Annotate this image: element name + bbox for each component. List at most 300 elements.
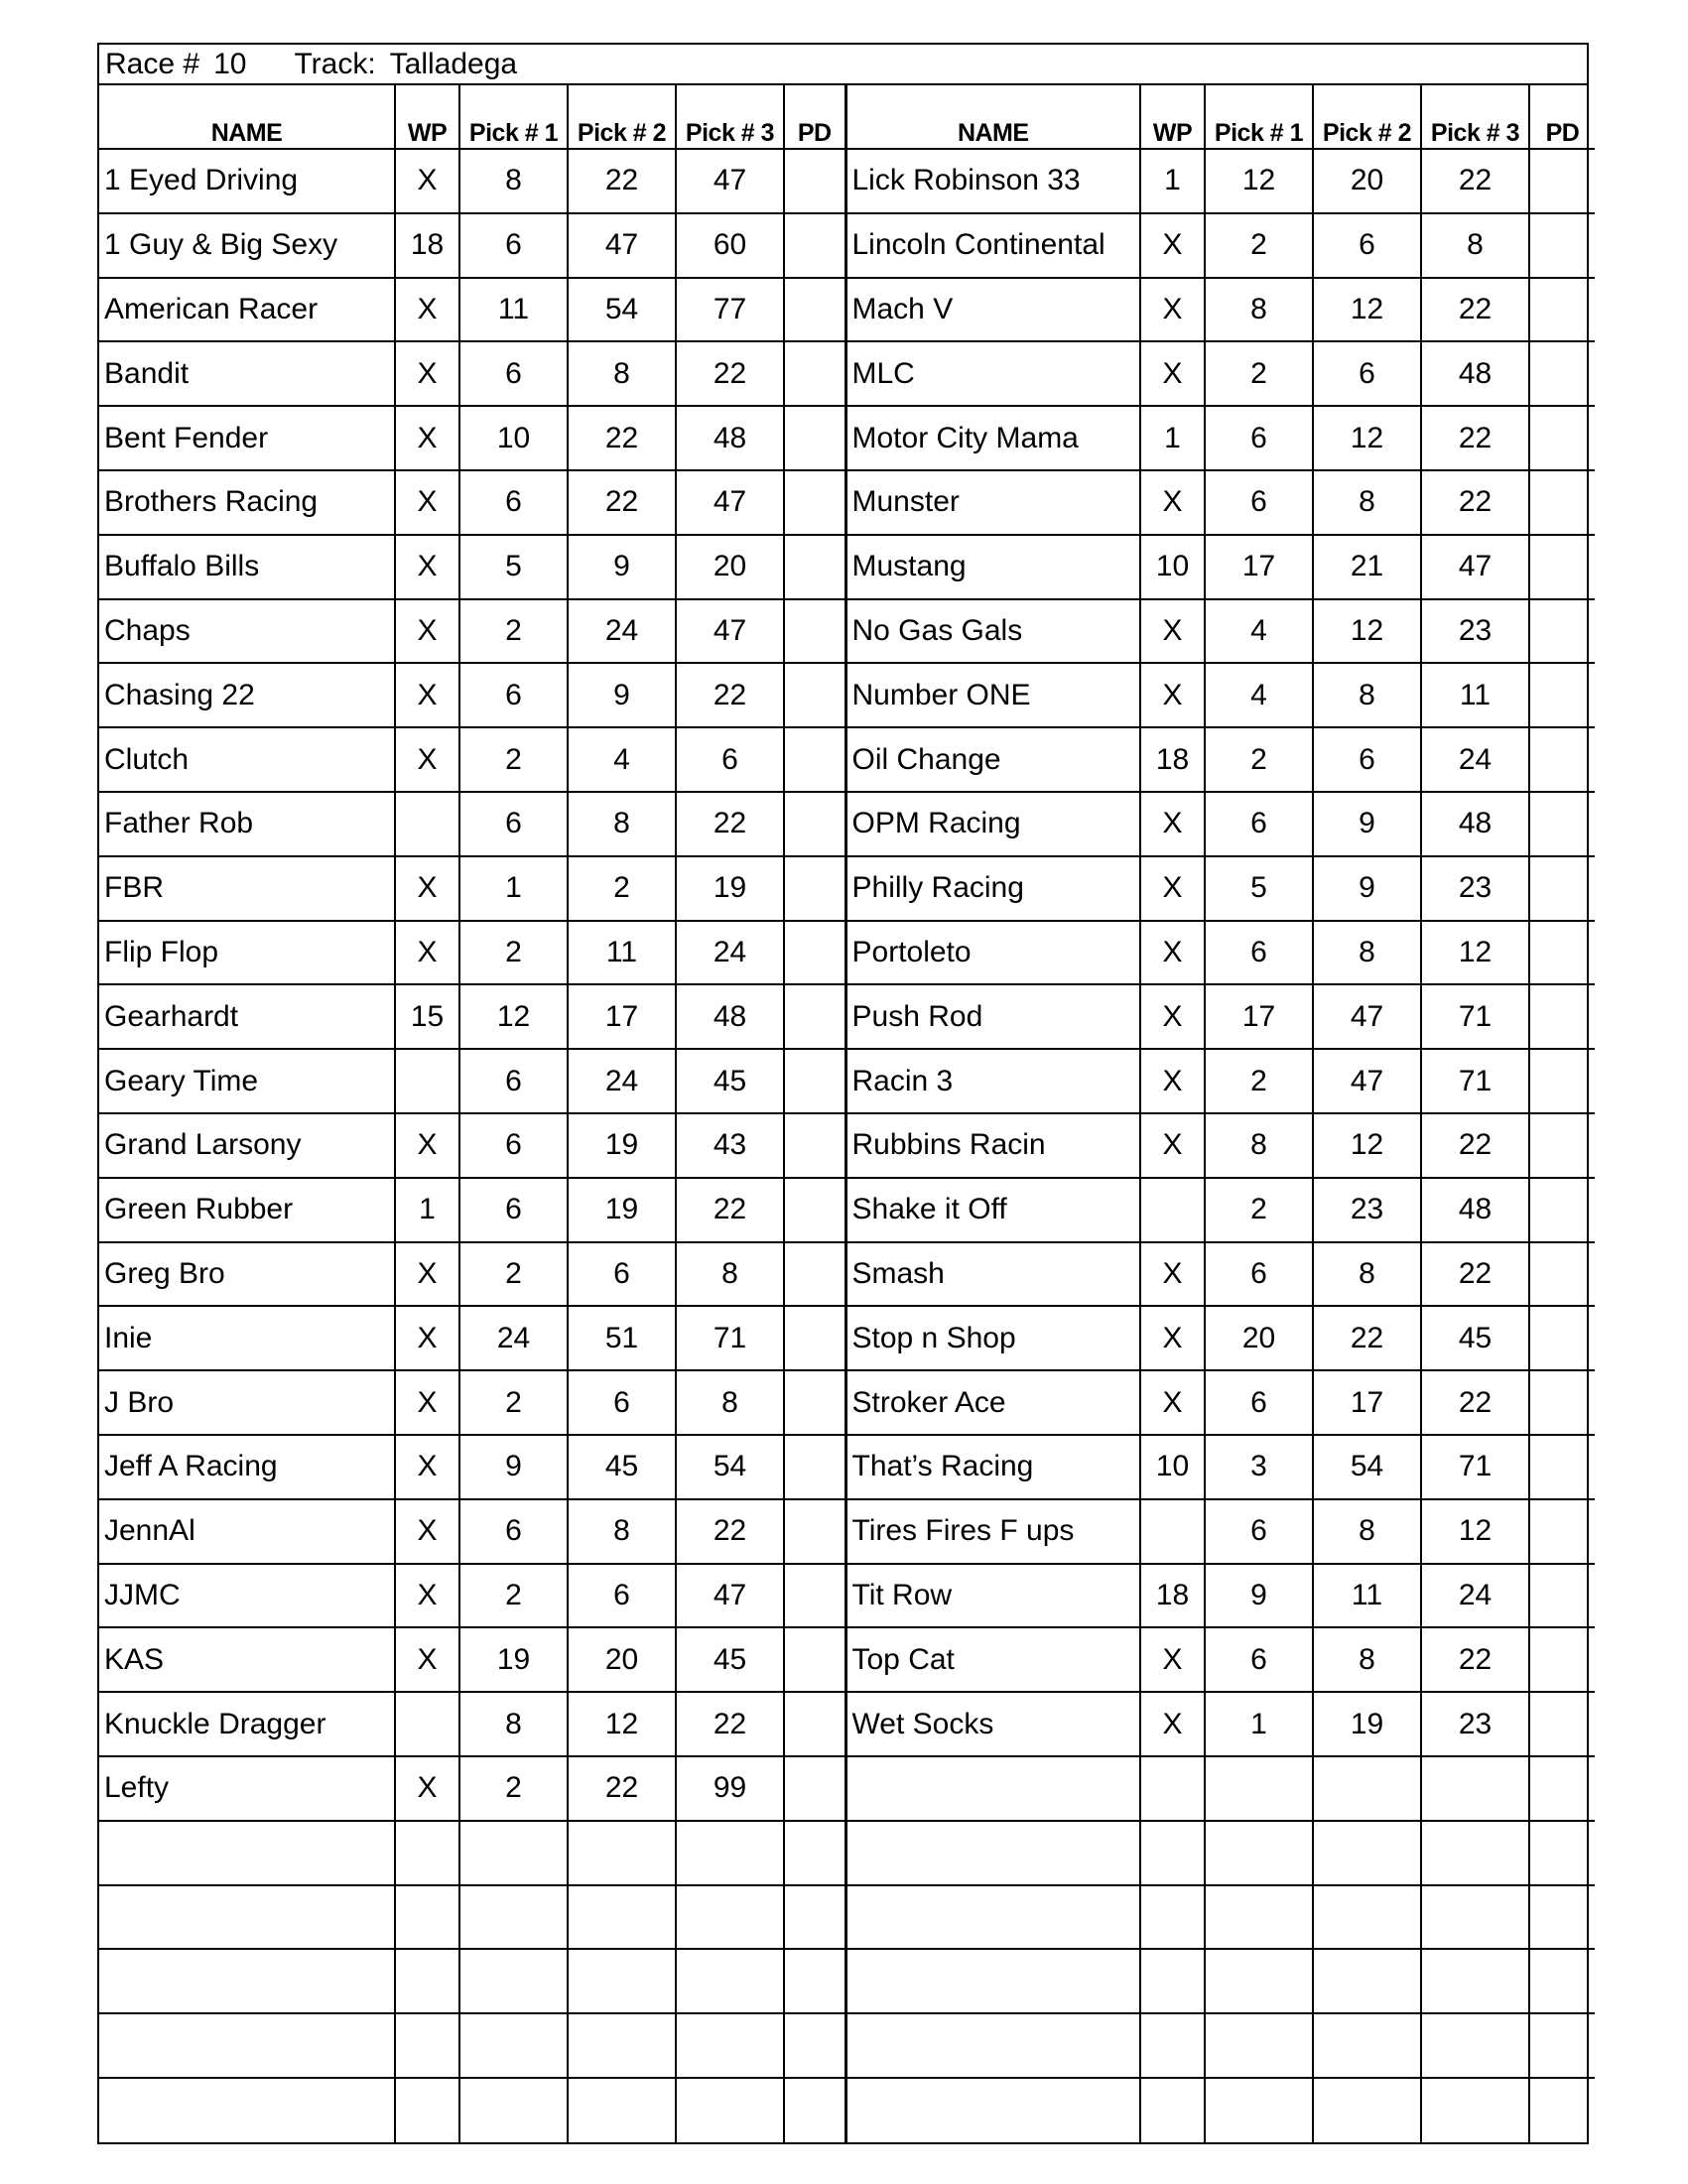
entry-pick-3: 45	[1421, 1306, 1529, 1370]
entry-pick-1: 6	[1205, 1499, 1313, 1564]
entry-pick-1: 9	[1205, 1564, 1313, 1628]
entry-pd	[784, 470, 845, 535]
entry-pick-3: 77	[676, 278, 784, 342]
entry-wp: X	[395, 599, 459, 664]
entry-pd	[1529, 2013, 1595, 2078]
table-row	[99, 1885, 1595, 1950]
entry-pick-2: 20	[1313, 149, 1421, 213]
entry-wp: X	[395, 535, 459, 599]
entry-pick-3: 48	[1421, 341, 1529, 406]
entry-wp: X	[1140, 1242, 1205, 1307]
entry-pick-1: 2	[1205, 341, 1313, 406]
entry-wp: X	[395, 1242, 459, 1307]
entry-pd	[784, 1178, 845, 1242]
track-label: Track:	[294, 48, 376, 80]
entry-pick-3: 48	[676, 406, 784, 470]
entry-wp: X	[1140, 341, 1205, 406]
entry-wp: X	[395, 921, 459, 985]
entry-pick-2: 6	[568, 1242, 676, 1307]
entry-pick-1: 24	[459, 1306, 568, 1370]
entry-name: Clutch	[99, 727, 395, 792]
table-row	[99, 1113, 1595, 1178]
table-row	[99, 341, 1595, 406]
entry-pick-1: 1	[1205, 1692, 1313, 1756]
entry-pick-2: 54	[1313, 1435, 1421, 1499]
entry-pick-2: 12	[1313, 406, 1421, 470]
entry-pick-3: 24	[1421, 1564, 1529, 1628]
entry-pd	[784, 1242, 845, 1307]
entry-pick-2	[568, 1821, 676, 1885]
entry-wp: X	[1140, 984, 1205, 1049]
header-row	[99, 85, 1595, 149]
entry-pd	[1529, 1821, 1595, 1885]
entry-name	[845, 1821, 1140, 1885]
entry-name: That’s Racing	[845, 1435, 1140, 1499]
entry-pd	[1529, 1178, 1595, 1242]
table-row	[99, 1756, 1595, 1821]
entry-pick-2: 24	[568, 599, 676, 664]
col-header-pd: PD	[1529, 85, 1595, 149]
entry-name: Bent Fender	[99, 406, 395, 470]
entry-pick-3: 22	[1421, 149, 1529, 213]
entry-wp: X	[395, 1627, 459, 1692]
entry-pick-1	[1205, 2078, 1313, 2142]
entry-pd	[1529, 1949, 1595, 2013]
entry-pick-3	[1421, 1756, 1529, 1821]
entry-pick-2: 19	[1313, 1692, 1421, 1756]
entry-pick-3: 45	[676, 1049, 784, 1113]
entry-pick-3: 22	[1421, 1242, 1529, 1307]
entry-pick-3: 48	[1421, 792, 1529, 856]
entry-pick-2: 8	[568, 341, 676, 406]
entry-pick-2: 22	[568, 149, 676, 213]
entry-wp: X	[395, 470, 459, 535]
entry-wp: X	[1140, 663, 1205, 727]
entry-pick-1: 2	[1205, 213, 1313, 278]
entry-pick-3: 47	[676, 149, 784, 213]
entry-pd	[1529, 663, 1595, 727]
table-row	[99, 2078, 1595, 2142]
entry-name	[99, 2078, 395, 2142]
col-header-wp: WP	[1140, 85, 1205, 149]
entry-name: Push Rod	[845, 984, 1140, 1049]
entry-pick-1: 2	[459, 1564, 568, 1628]
entry-pd	[1529, 149, 1595, 213]
entry-pd	[784, 1306, 845, 1370]
entry-wp	[1140, 1949, 1205, 2013]
col-header-pick-2: Pick # 2	[1313, 85, 1421, 149]
entry-pick-3: 6	[676, 727, 784, 792]
entry-pick-3: 71	[1421, 1049, 1529, 1113]
entry-name	[845, 1949, 1140, 2013]
entry-pick-2: 11	[1313, 1564, 1421, 1628]
entry-pick-3: 71	[1421, 984, 1529, 1049]
entry-pick-1: 5	[1205, 856, 1313, 921]
entry-pick-1: 6	[459, 1499, 568, 1564]
entry-pick-3: 24	[676, 921, 784, 985]
entry-pick-1	[459, 1821, 568, 1885]
entry-name: Stroker Ace	[845, 1370, 1140, 1435]
entry-pick-1: 2	[459, 599, 568, 664]
entry-pd	[1529, 470, 1595, 535]
entry-pick-3	[676, 1949, 784, 2013]
entry-name: OPM Racing	[845, 792, 1140, 856]
entry-wp	[1140, 1178, 1205, 1242]
entry-name: Buffalo Bills	[99, 535, 395, 599]
entry-name: 1 Guy & Big Sexy	[99, 213, 395, 278]
table-row	[99, 278, 1595, 342]
table-row	[99, 921, 1595, 985]
entry-pick-3: 47	[676, 599, 784, 664]
entry-pd	[1529, 984, 1595, 1049]
table-row	[99, 149, 1595, 213]
table-row	[99, 1242, 1595, 1307]
entry-pick-3	[1421, 2013, 1529, 2078]
entry-name: JJMC	[99, 1564, 395, 1628]
entry-pick-1: 4	[1205, 663, 1313, 727]
entry-wp: X	[395, 341, 459, 406]
entry-pick-2: 8	[1313, 1627, 1421, 1692]
entry-pd	[1529, 1885, 1595, 1950]
entry-pd	[1529, 535, 1595, 599]
entry-wp: X	[395, 1499, 459, 1564]
entry-wp: X	[1140, 278, 1205, 342]
entry-pd	[784, 1821, 845, 1885]
entry-wp: X	[1140, 470, 1205, 535]
entry-pick-2	[568, 1885, 676, 1950]
entry-pick-2: 6	[1313, 727, 1421, 792]
entry-name: Knuckle Dragger	[99, 1692, 395, 1756]
entry-wp	[395, 1949, 459, 2013]
entry-wp: 18	[395, 213, 459, 278]
entry-name: Portoleto	[845, 921, 1140, 985]
entry-pick-3: 23	[1421, 856, 1529, 921]
entry-pick-3: 45	[676, 1627, 784, 1692]
entry-pick-3: 19	[676, 856, 784, 921]
entry-pd	[1529, 1499, 1595, 1564]
entry-pick-3: 71	[676, 1306, 784, 1370]
entry-name: Gearhardt	[99, 984, 395, 1049]
entry-pd	[1529, 2078, 1595, 2142]
entry-pick-1	[1205, 2013, 1313, 2078]
entry-pd	[784, 1113, 845, 1178]
entry-wp	[395, 1049, 459, 1113]
entry-wp: X	[1140, 792, 1205, 856]
col-header-pick-2: Pick # 2	[568, 85, 676, 149]
entry-wp	[395, 1885, 459, 1950]
entry-wp: X	[395, 1306, 459, 1370]
entry-pick-2: 17	[1313, 1370, 1421, 1435]
table-row	[99, 1499, 1595, 1564]
entry-pd	[784, 1949, 845, 2013]
table-row	[99, 792, 1595, 856]
entry-pick-1: 6	[1205, 792, 1313, 856]
table-row	[99, 535, 1595, 599]
entry-pd	[784, 1049, 845, 1113]
entry-pick-2: 19	[568, 1113, 676, 1178]
table-row	[99, 1627, 1595, 1692]
entry-pick-1: 8	[1205, 1113, 1313, 1178]
entry-pick-3: 71	[1421, 1435, 1529, 1499]
table-row	[99, 1370, 1595, 1435]
entry-name: Tires Fires F ups	[845, 1499, 1140, 1564]
entry-pd	[1529, 856, 1595, 921]
entry-pick-1: 2	[459, 1242, 568, 1307]
table-row	[99, 1306, 1595, 1370]
entry-pick-2: 9	[1313, 856, 1421, 921]
entry-name: J Bro	[99, 1370, 395, 1435]
entry-pick-1: 12	[459, 984, 568, 1049]
entry-pick-2: 8	[1313, 921, 1421, 985]
entry-pick-1: 8	[459, 1692, 568, 1756]
entry-pd	[1529, 1306, 1595, 1370]
col-header-pick-1: Pick # 1	[1205, 85, 1313, 149]
entry-pick-3: 43	[676, 1113, 784, 1178]
entry-pd	[1529, 1756, 1595, 1821]
table-row	[99, 599, 1595, 664]
entry-pick-1: 6	[459, 470, 568, 535]
table-row	[99, 1821, 1595, 1885]
entry-pick-3: 22	[1421, 1113, 1529, 1178]
entry-name: Shake it Off	[845, 1178, 1140, 1242]
entry-pick-2: 6	[1313, 341, 1421, 406]
table-row	[99, 1692, 1595, 1756]
entry-pick-3	[676, 1885, 784, 1950]
entry-pd	[784, 278, 845, 342]
entry-pd	[784, 921, 845, 985]
table-row	[99, 1949, 1595, 2013]
entry-pick-1: 10	[459, 406, 568, 470]
entry-pick-3	[676, 1821, 784, 1885]
entry-pd	[784, 535, 845, 599]
entry-pick-2: 12	[1313, 278, 1421, 342]
entry-pd	[1529, 1242, 1595, 1307]
entry-pick-2: 54	[568, 278, 676, 342]
entry-pd	[784, 792, 845, 856]
entry-pick-3: 22	[676, 1178, 784, 1242]
entry-pick-2	[1313, 2078, 1421, 2142]
entry-pd	[784, 341, 845, 406]
entry-name	[99, 1949, 395, 2013]
entry-wp	[1140, 2013, 1205, 2078]
entry-wp	[395, 2078, 459, 2142]
entry-wp: X	[395, 1756, 459, 1821]
entry-pick-1	[459, 1949, 568, 2013]
entry-pick-2: 12	[568, 1692, 676, 1756]
entry-pick-1: 4	[1205, 599, 1313, 664]
table-row	[99, 727, 1595, 792]
entry-pick-1: 3	[1205, 1435, 1313, 1499]
entry-wp: X	[1140, 599, 1205, 664]
picks-table	[99, 85, 1595, 2142]
entry-pick-1: 8	[459, 149, 568, 213]
entry-pd	[1529, 1564, 1595, 1628]
entry-wp	[395, 1821, 459, 1885]
entry-name: Chaps	[99, 599, 395, 664]
entry-wp: 1	[1140, 149, 1205, 213]
entry-pick-2: 12	[1313, 599, 1421, 664]
entry-pd	[784, 1564, 845, 1628]
entry-pd	[1529, 341, 1595, 406]
entry-pick-2: 21	[1313, 535, 1421, 599]
entry-wp: X	[1140, 213, 1205, 278]
entry-name	[99, 1885, 395, 1950]
entry-name: Philly Racing	[845, 856, 1140, 921]
entry-pd	[784, 856, 845, 921]
entry-pick-1: 17	[1205, 984, 1313, 1049]
entry-wp	[1140, 1756, 1205, 1821]
entry-name: FBR	[99, 856, 395, 921]
entry-pick-2: 20	[568, 1627, 676, 1692]
entry-pick-1: 6	[1205, 921, 1313, 985]
entry-pick-1: 6	[1205, 470, 1313, 535]
entry-pick-1: 6	[1205, 1627, 1313, 1692]
table-row	[99, 1435, 1595, 1499]
entry-pd	[1529, 599, 1595, 664]
entry-name: Smash	[845, 1242, 1140, 1307]
entry-pick-1: 6	[459, 341, 568, 406]
entry-pick-2: 9	[568, 535, 676, 599]
entry-pick-2	[568, 2078, 676, 2142]
entry-pick-3	[676, 2013, 784, 2078]
entry-pick-1	[1205, 1821, 1313, 1885]
entry-pick-1: 6	[459, 1113, 568, 1178]
entry-wp: X	[1140, 856, 1205, 921]
table-row	[99, 856, 1595, 921]
entry-pd	[1529, 1692, 1595, 1756]
entry-pick-3	[1421, 1885, 1529, 1950]
entry-pd	[1529, 1435, 1595, 1499]
entry-pick-3: 47	[1421, 535, 1529, 599]
entry-name: Jeff A Racing	[99, 1435, 395, 1499]
entry-pick-1: 2	[1205, 727, 1313, 792]
table-row	[99, 984, 1595, 1049]
col-header-pd: PD	[784, 85, 845, 149]
entry-pick-1: 1	[459, 856, 568, 921]
entry-pd	[1529, 1049, 1595, 1113]
entry-pick-3: 11	[1421, 663, 1529, 727]
entry-pick-1: 19	[459, 1627, 568, 1692]
entry-pick-1: 6	[1205, 1242, 1313, 1307]
entry-pick-2	[1313, 1756, 1421, 1821]
entry-wp: 10	[1140, 1435, 1205, 1499]
entry-wp	[395, 1692, 459, 1756]
entry-pick-2: 6	[568, 1370, 676, 1435]
entry-pick-2	[568, 1949, 676, 2013]
entry-pick-1: 11	[459, 278, 568, 342]
entry-pick-1: 2	[1205, 1178, 1313, 1242]
entry-pd	[784, 1627, 845, 1692]
entry-pick-1: 5	[459, 535, 568, 599]
entry-name: Bandit	[99, 341, 395, 406]
entry-name: Mustang	[845, 535, 1140, 599]
entry-pd	[784, 149, 845, 213]
entry-wp: 18	[1140, 727, 1205, 792]
entry-name: Stop n Shop	[845, 1306, 1140, 1370]
entry-pick-3: 22	[1421, 1627, 1529, 1692]
entry-pick-2	[1313, 1821, 1421, 1885]
entry-pd	[784, 1435, 845, 1499]
entry-wp: 10	[1140, 535, 1205, 599]
entry-wp: X	[1140, 1370, 1205, 1435]
entry-name: Mach V	[845, 278, 1140, 342]
entry-wp: X	[395, 278, 459, 342]
entry-pd	[784, 406, 845, 470]
entry-pick-1: 2	[459, 727, 568, 792]
entry-pick-1: 6	[1205, 406, 1313, 470]
entry-pick-1: 2	[1205, 1049, 1313, 1113]
entry-pick-2: 6	[1313, 213, 1421, 278]
entry-wp: X	[395, 1435, 459, 1499]
entry-name: 1 Eyed Driving	[99, 149, 395, 213]
col-header-name: NAME	[99, 85, 395, 149]
entry-pick-1	[1205, 1756, 1313, 1821]
entry-pick-3: 22	[676, 341, 784, 406]
entry-pick-3: 22	[1421, 278, 1529, 342]
entry-pick-3: 8	[676, 1370, 784, 1435]
entry-pick-2	[1313, 1949, 1421, 2013]
entry-pd	[784, 727, 845, 792]
entry-pick-1: 6	[459, 663, 568, 727]
entry-pick-3	[1421, 1949, 1529, 2013]
entry-wp	[1140, 1821, 1205, 1885]
entry-wp: 1	[395, 1178, 459, 1242]
entry-pick-2: 22	[568, 1756, 676, 1821]
entry-pd	[1529, 727, 1595, 792]
race-picks-sheet	[97, 43, 1589, 2144]
entry-pick-2: 45	[568, 1435, 676, 1499]
entry-wp: X	[395, 727, 459, 792]
entry-pick-3: 20	[676, 535, 784, 599]
entry-pick-3	[1421, 1821, 1529, 1885]
entry-pick-1: 2	[459, 1370, 568, 1435]
entry-pick-2	[568, 2013, 676, 2078]
entry-pick-2: 17	[568, 984, 676, 1049]
entry-pick-2: 2	[568, 856, 676, 921]
col-header-pick-3: Pick # 3	[676, 85, 784, 149]
entry-wp: 15	[395, 984, 459, 1049]
table-row	[99, 406, 1595, 470]
table-row	[99, 2013, 1595, 2078]
entry-pick-3: 8	[1421, 213, 1529, 278]
entry-pick-1	[1205, 1949, 1313, 2013]
entry-wp: X	[395, 1113, 459, 1178]
entry-name: MLC	[845, 341, 1140, 406]
entry-wp: X	[1140, 921, 1205, 985]
entry-name: Brothers Racing	[99, 470, 395, 535]
entry-pick-3	[1421, 2078, 1529, 2142]
entry-pick-1: 17	[1205, 535, 1313, 599]
entry-pick-3: 8	[676, 1242, 784, 1307]
entry-wp: X	[1140, 1692, 1205, 1756]
entry-name: Top Cat	[845, 1627, 1140, 1692]
entry-pd	[1529, 1627, 1595, 1692]
entry-name	[99, 1821, 395, 1885]
entry-pick-3: 22	[676, 1692, 784, 1756]
entry-name: Oil Change	[845, 727, 1140, 792]
entry-pick-2: 19	[568, 1178, 676, 1242]
entry-pick-3: 22	[1421, 1370, 1529, 1435]
entry-pick-2: 4	[568, 727, 676, 792]
entry-pd	[784, 213, 845, 278]
entry-wp: X	[395, 406, 459, 470]
race-header	[99, 45, 1587, 85]
entry-name	[845, 2013, 1140, 2078]
entry-pick-2: 22	[568, 470, 676, 535]
entry-wp	[395, 2013, 459, 2078]
entry-pick-1: 2	[459, 921, 568, 985]
entry-pick-1: 6	[459, 1049, 568, 1113]
